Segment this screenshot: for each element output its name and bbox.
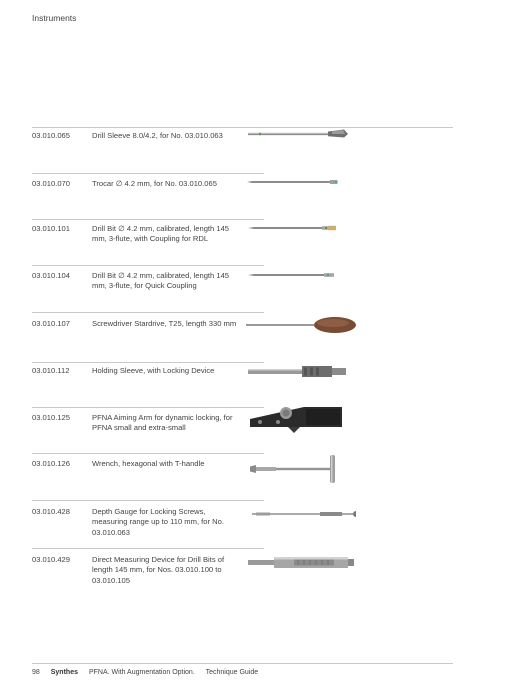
item-code: 03.010.429 [32, 555, 71, 564]
page-footer [32, 669, 267, 676]
item-description: Screwdriver Stardrive, T25, length 330 mm [92, 319, 237, 328]
drill-bit-quick-icon [244, 263, 356, 303]
wrench-icon [244, 451, 356, 491]
item-description: Drill Sleeve 8.0/4.2, for No. 03.010.063 [92, 131, 223, 140]
section-title: Instruments [32, 13, 77, 23]
depth-gauge-icon [244, 499, 356, 539]
item-code: 03.010.112 [32, 366, 70, 375]
list-item [32, 224, 452, 272]
product-name: PFNA. With Augmentation Option. [88, 669, 195, 676]
brand-name: Synthes [50, 669, 78, 676]
item-code: 03.010.428 [32, 507, 71, 516]
holding-sleeve-icon [244, 358, 356, 398]
list-item [32, 271, 452, 319]
list-item [32, 179, 452, 227]
document-type: Technique Guide [205, 669, 259, 676]
item-description: Holding Sleeve, with Locking Device [92, 366, 215, 375]
trocar-icon [244, 171, 356, 211]
item-code: 03.010.104 [32, 271, 71, 280]
item-description: Drill Bit ∅ 4.2 mm, calibrated, length 145 mm, 3-flute, for Quick Coupling [92, 271, 230, 291]
item-description: Drill Bit ∅ 4.2 mm, calibrated, length 145 mm, 3-flute, with Coupling for RDL [92, 224, 230, 244]
item-code: 03.010.070 [32, 179, 71, 188]
list-item [32, 459, 452, 507]
list-item [32, 413, 452, 461]
item-description: Depth Gauge for Locking Screws, measuring range up to 110 mm, for No. 03.010.063 [92, 507, 224, 537]
item-code: 03.010.101 [32, 224, 71, 233]
item-code: 03.010.126 [32, 459, 71, 468]
list-item [32, 507, 452, 555]
footer-divider [32, 663, 453, 664]
item-code: 03.010.065 [32, 131, 71, 140]
page-number: 98 [32, 669, 40, 676]
item-code: 03.010.125 [32, 413, 71, 422]
item-description: Direct Measuring Device for Drill Bits of length 145 mm, for Nos. 03.010.100 to 03.010.105 [92, 555, 225, 585]
list-item [32, 555, 452, 603]
divider [32, 127, 453, 128]
list-item [32, 319, 452, 367]
list-item [32, 366, 452, 414]
drill-bit-rdl-icon [244, 216, 356, 256]
item-description: Trocar ∅ 4.2 mm, for No. 03.010.065 [92, 179, 217, 188]
item-description: Wrench, hexagonal with T-handle [92, 459, 205, 468]
drill-sleeve-icon [244, 123, 356, 163]
screwdriver-icon [244, 311, 356, 351]
list-item [32, 131, 452, 179]
item-code: 03.010.107 [32, 319, 71, 328]
item-description: PFNA Aiming Arm for dynamic locking, for PFNA small and extra-small [92, 413, 233, 433]
measuring-device-icon [244, 547, 356, 587]
aiming-arm-icon [244, 405, 356, 445]
